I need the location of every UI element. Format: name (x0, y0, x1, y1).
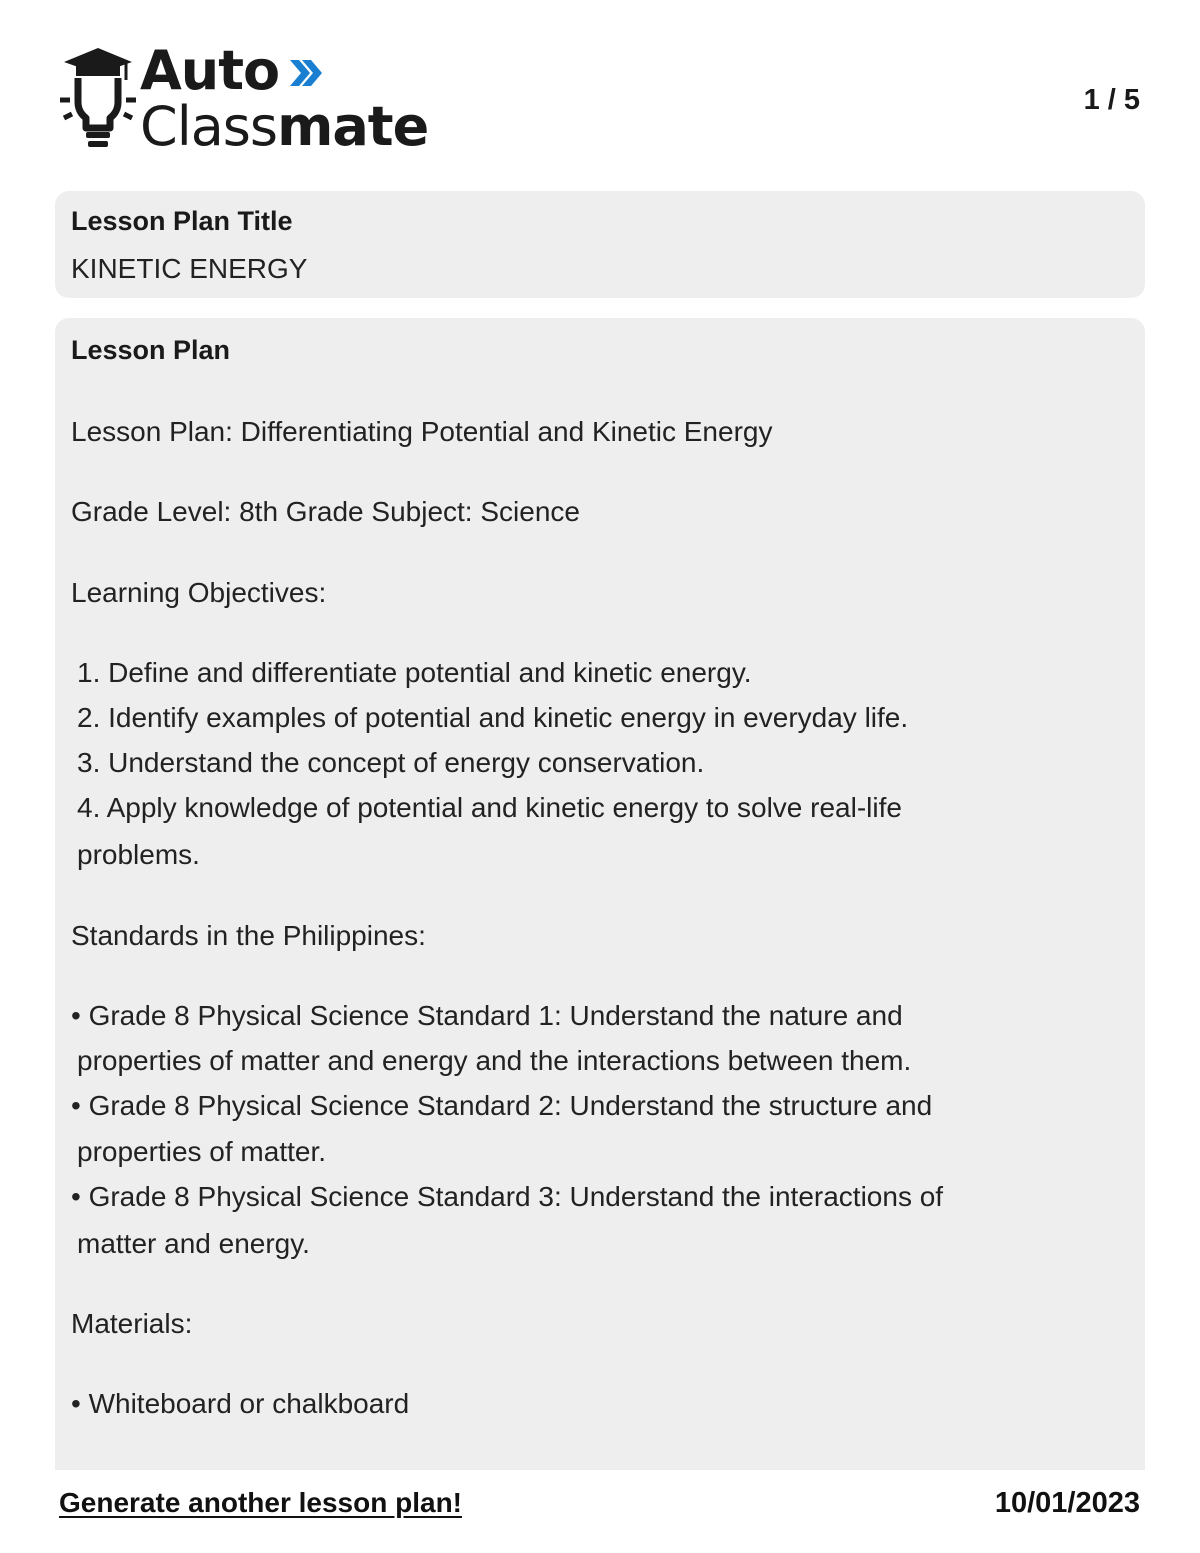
generate-another-lesson-plan-link[interactable]: Generate another lesson plan! (59, 1487, 462, 1518)
plan-line: Materials: (71, 1308, 193, 1339)
objective-item: 4. Apply knowledge of potential and kinetic energy to solve real-life (77, 792, 902, 823)
logo-word-auto: Auto (140, 39, 280, 102)
standard-item: • Grade 8 Physical Science Standard 1: Understand the nature and (71, 1000, 903, 1031)
auto-classmate-logo (60, 39, 460, 158)
objective-item-continued: problems. (77, 839, 200, 870)
double-chevron-right-icon (288, 56, 324, 90)
material-item: • Whiteboard or chalkboard (71, 1388, 410, 1419)
graduation-cap-lightbulb-icon (60, 44, 136, 154)
standard-item: • Grade 8 Physical Science Standard 2: Understand the structure and (71, 1090, 933, 1121)
plan-line: Learning Objectives: (71, 577, 327, 608)
logo-word-class: Class (140, 95, 278, 158)
lesson-plan-heading: Lesson Plan (71, 335, 231, 365)
objective-item: 1. Define and differentiate potential and kinetic energy. (77, 657, 752, 688)
standard-item-continued: matter and energy. (77, 1228, 310, 1259)
plan-line: Standards in the Philippines: (71, 920, 426, 951)
lesson-plan-title-heading: Lesson Plan Title (71, 206, 293, 236)
objective-item: 3. Understand the concept of energy conservation. (77, 747, 705, 778)
objective-item: 2. Identify examples of potential and kinetic energy in everyday life. (77, 702, 909, 733)
lesson-plan-title-value: KINETIC ENERGY (71, 253, 308, 284)
logo-word-mate: mate (277, 95, 429, 158)
plan-line: Lesson Plan: Differentiating Potential and Kinetic Energy (71, 416, 773, 447)
standard-item: • Grade 8 Physical Science Standard 3: Understand the interactions of (71, 1181, 944, 1212)
plan-line: Grade Level: 8th Grade Subject: Science (71, 496, 580, 527)
lesson-plan-card (55, 318, 1145, 1470)
logo-word-classmate (140, 95, 429, 158)
page-indicator: 1 / 5 (1083, 84, 1140, 116)
standard-item-continued: properties of matter and energy and the interactions between them. (77, 1045, 912, 1076)
footer-date: 10/01/2023 (994, 1487, 1140, 1519)
standard-item-continued: properties of matter. (77, 1136, 327, 1167)
